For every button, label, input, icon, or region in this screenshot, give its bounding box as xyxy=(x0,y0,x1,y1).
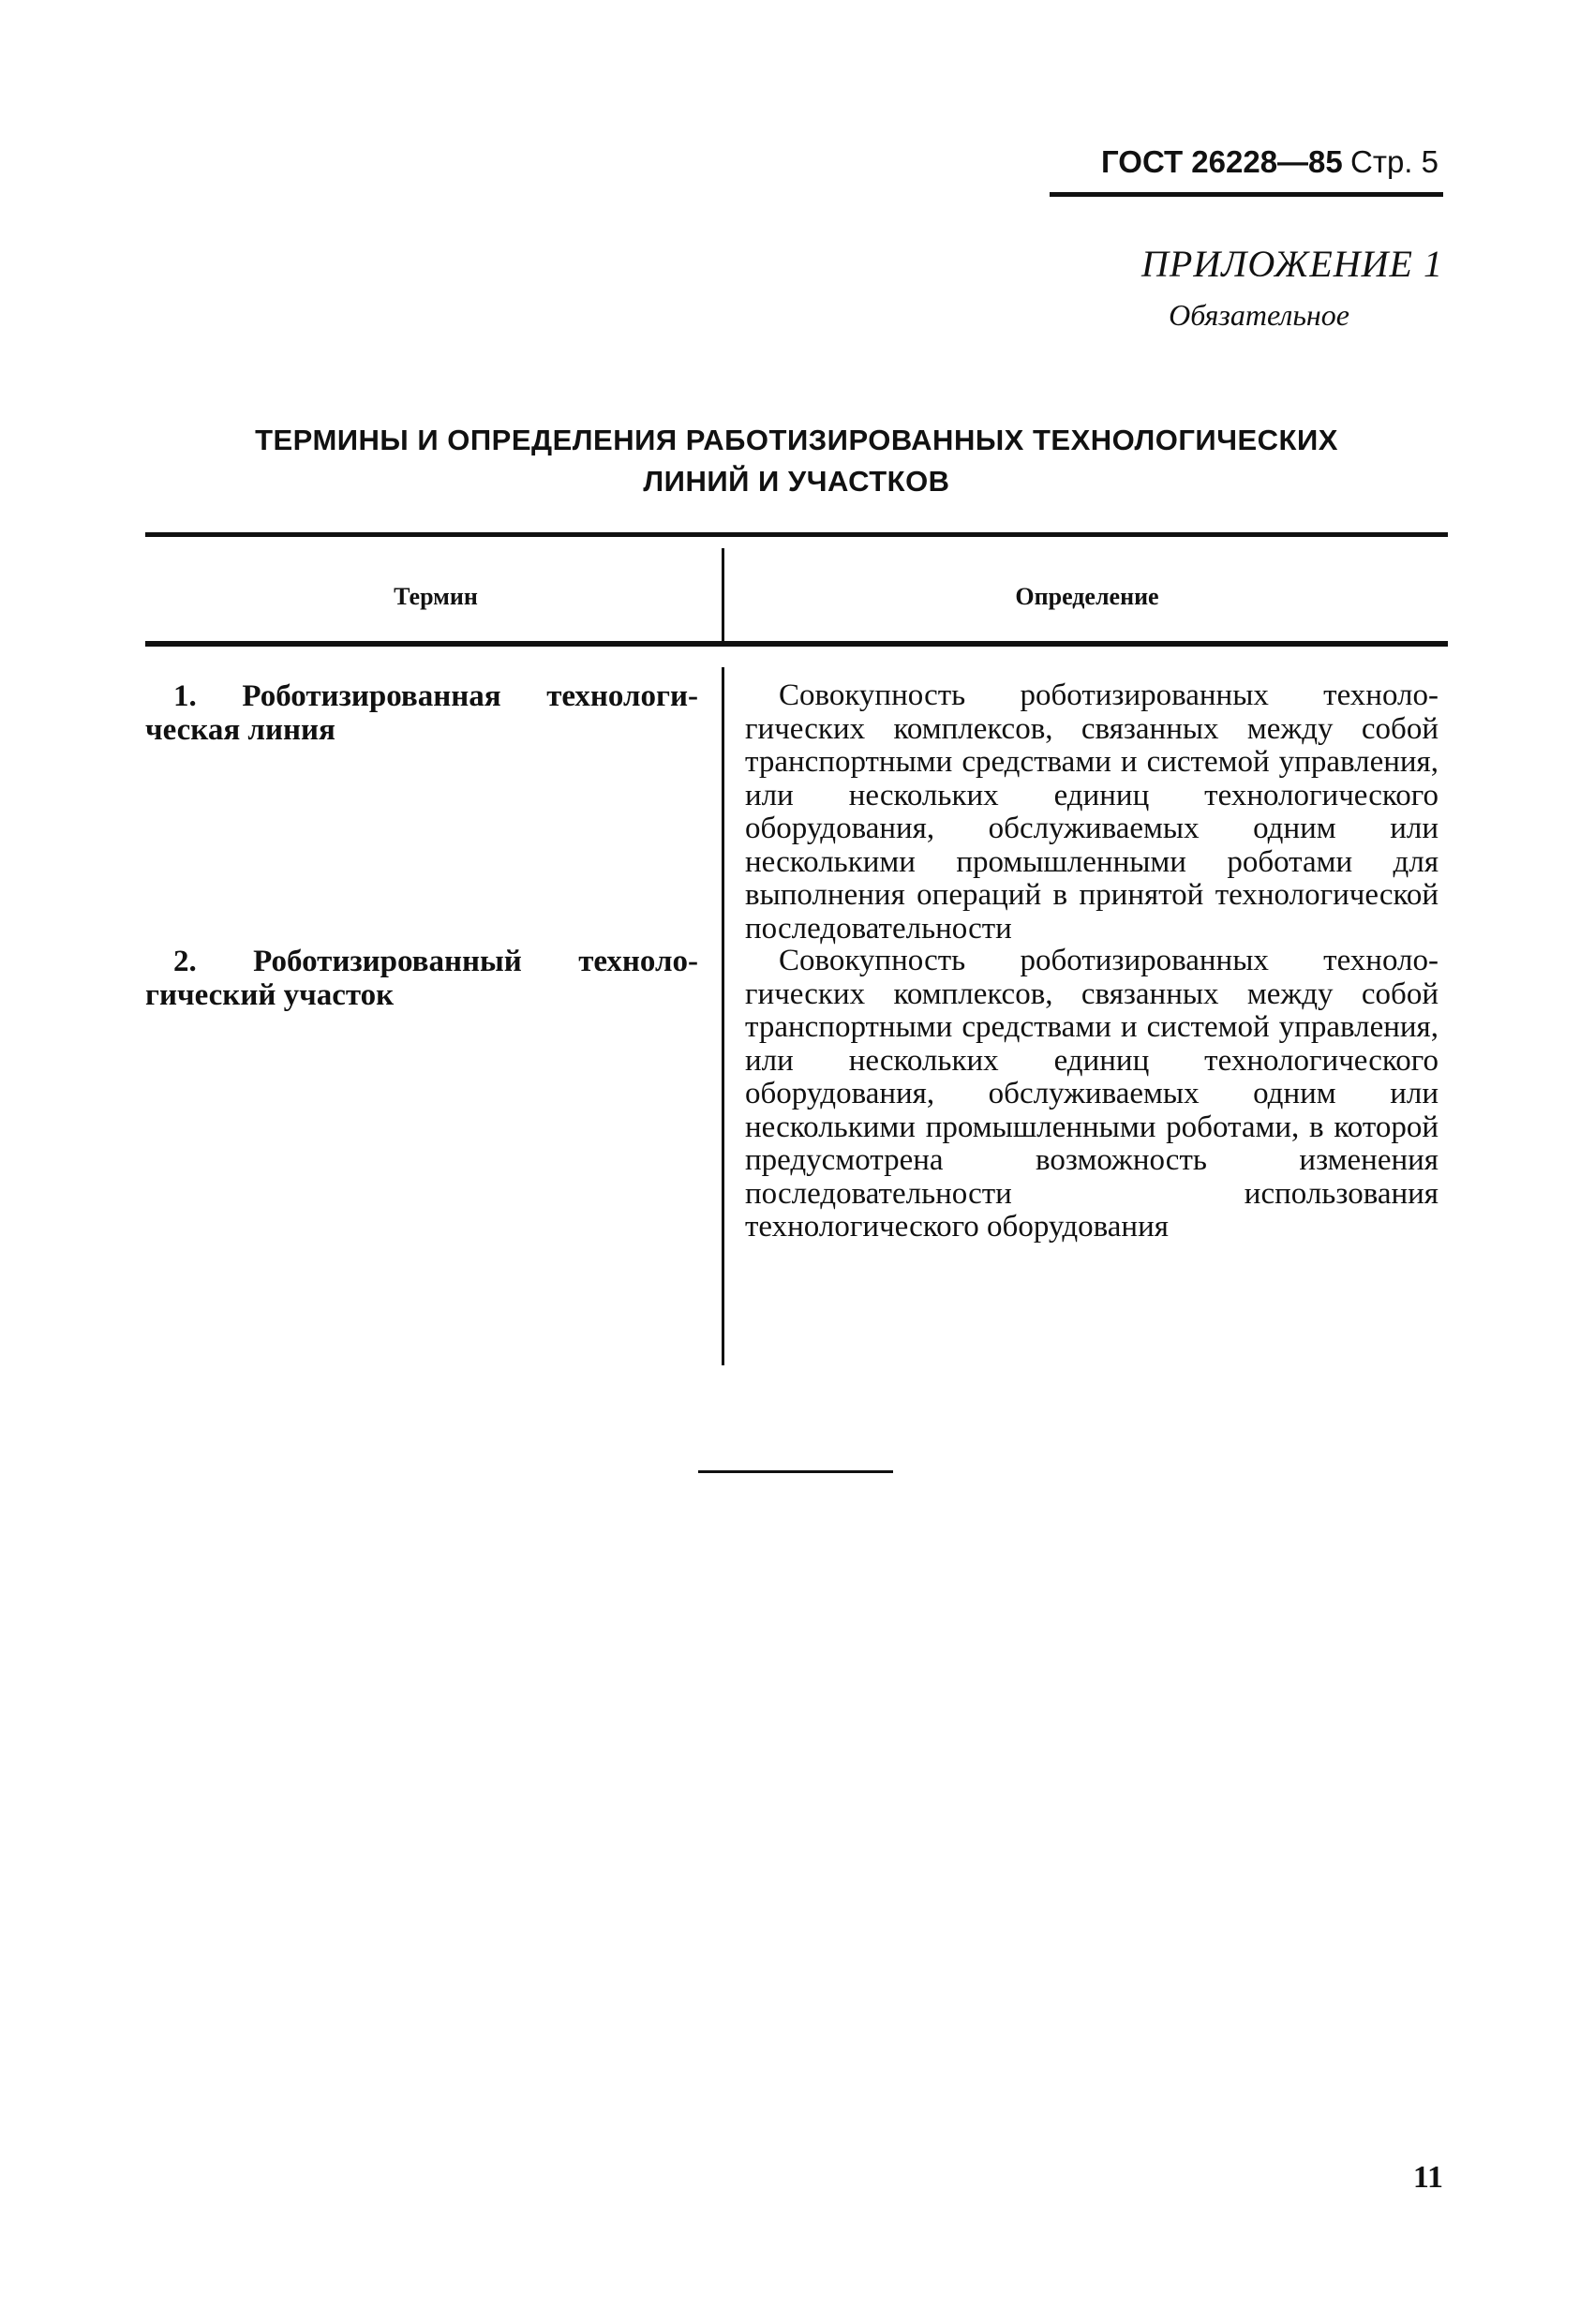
page-label: Стр. 5 xyxy=(1350,144,1438,179)
page-number: 11 xyxy=(1412,2160,1443,2195)
document-title-line-1: ТЕРМИНЫ И ОПРЕДЕЛЕНИЯ РАБОТИЗИРОВАННЫХ ТЕХНОЛОГИЧЕСКИХ xyxy=(255,424,1338,456)
definition-1: Совокупность роботизированных технологических комплексов, связанных между собой транспортными средствами и системой управления, или нескольких единиц технологического оборудования, обслуживаемых одним или несколькими промышленными роботами для выполнения операций в принятой технологической последовательности xyxy=(745,678,1438,946)
term-2 xyxy=(145,945,698,1012)
term-1 xyxy=(145,679,698,747)
appendix-title: ПРИЛОЖЕНИЕ 1 xyxy=(1141,243,1443,285)
table-header-rule xyxy=(145,641,1448,647)
standard-number: ГОСТ 26228—85 xyxy=(1101,144,1343,179)
definition-2: Совокупность роботизированных технологических комплексов, связанных между собой транспортными средствами и системой управления, или нескольких единиц технологического оборудования, обслуживаемых одним или несколькими промышленными роботами, в которой предусмотрена возможность изменения последовательности использования технологического оборудования xyxy=(745,944,1438,1244)
column-header-term: Термин xyxy=(394,583,478,610)
document-title xyxy=(150,420,1443,502)
table-top-rule xyxy=(145,532,1448,537)
appendix-status: Обязательное xyxy=(1169,298,1349,332)
document-title-line-2: ЛИНИЙ И УЧАСТКОВ xyxy=(643,465,950,498)
term-2-line-2: гический участок xyxy=(145,978,395,1012)
term-1-line-1: 1. Роботизированная технологи- xyxy=(173,679,698,713)
table-header-column-divider xyxy=(722,548,724,642)
column-header-definition: Определение xyxy=(1015,583,1159,610)
header-rule xyxy=(1050,192,1443,197)
end-rule xyxy=(698,1470,893,1473)
term-2-line-1: 2. Роботизированный техноло- xyxy=(173,945,698,978)
term-1-line-2: ческая линия xyxy=(145,713,335,747)
running-header xyxy=(1082,144,1438,181)
table-body-column-divider xyxy=(722,667,724,1365)
